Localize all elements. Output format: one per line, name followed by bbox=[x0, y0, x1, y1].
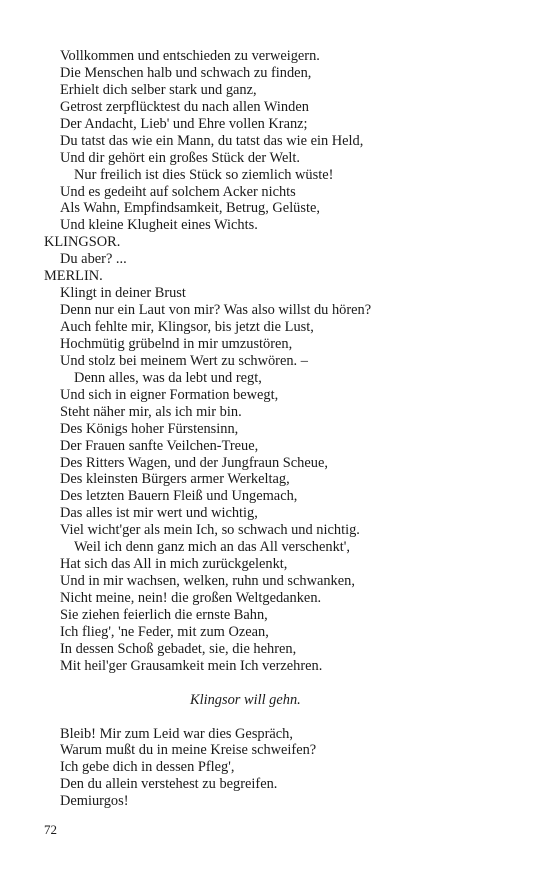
verse-line: Viel wicht'ger als mein Ich, so schwach und nichtig. bbox=[60, 522, 360, 539]
verse-line: Steht näher mir, als ich mir bin. bbox=[60, 403, 242, 420]
verse-line: Der Andacht, Lieb' und Ehre vollen Kranz; bbox=[60, 115, 308, 132]
verse-line: Die Menschen halb und schwach zu finden, bbox=[60, 64, 312, 81]
speaker-name: KLINGSOR. bbox=[44, 234, 121, 251]
verse-line: Der Frauen sanfte Veilchen-Treue, bbox=[60, 437, 259, 454]
verse-line: Bleib! Mir zum Leid war dies Gespräch, bbox=[60, 725, 293, 742]
verse-line: Ich flieg', 'ne Feder, mit zum Ozean, bbox=[60, 623, 269, 640]
verse-line: Nur freilich ist dies Stück so ziemlich wüste! bbox=[74, 166, 334, 183]
verse-line: Denn alles, was da lebt und regt, bbox=[74, 369, 262, 386]
verse-line: Und kleine Klugheit eines Wichts. bbox=[60, 217, 258, 234]
verse-line: Sie ziehen feierlich die ernste Bahn, bbox=[60, 606, 268, 623]
verse-line: Nicht meine, nein! die großen Weltgedanken. bbox=[60, 590, 322, 606]
verse-text-block bbox=[0, 48, 550, 810]
verse-line: Und sich in eigner Formation bewegt, bbox=[60, 386, 279, 403]
blank-line bbox=[0, 675, 550, 692]
verse-line: Und dir gehört ein großes Stück der Welt. bbox=[60, 149, 300, 166]
verse-line: In dessen Schoß gebadet, sie, die hehren, bbox=[60, 640, 297, 657]
blank-line bbox=[0, 709, 550, 726]
verse-line: Des Königs hoher Fürstensinn, bbox=[60, 420, 239, 437]
speaker-name: MERLIN. bbox=[44, 268, 103, 285]
verse-line: Warum mußt du in meine Kreise schweifen? bbox=[60, 742, 317, 759]
verse-line: Hat sich das All in mich zurückgelenkt, bbox=[60, 556, 288, 573]
stage-direction: Klingsor will gehn. bbox=[190, 691, 301, 708]
verse-line: Als Wahn, Empfindsamkeit, Betrug, Gelüste, bbox=[60, 200, 320, 217]
verse-line: Und es gedeiht auf solchem Acker nichts bbox=[60, 183, 296, 200]
verse-line: Des kleinsten Bürgers armer Werkeltag, bbox=[60, 471, 290, 488]
page-number: 72 bbox=[44, 822, 57, 837]
verse-line: Und in mir wachsen, welken, ruhn und schwanken, bbox=[60, 573, 355, 590]
verse-line: Auch fehlte mir, Klingsor, bis jetzt die Lust, bbox=[60, 319, 314, 335]
verse-line: Des letzten Bauern Fleiß und Ungemach, bbox=[60, 488, 298, 505]
verse-line: Du aber? ... bbox=[60, 251, 127, 268]
verse-line: Den du allein verstehest zu begreifen. bbox=[60, 776, 278, 793]
verse-line: Du tatst das wie ein Mann, du tatst das wie ein Held, bbox=[60, 132, 364, 149]
verse-line: Vollkommen und entschieden zu verweigern. bbox=[60, 48, 320, 64]
verse-line: Klingt in deiner Brust bbox=[60, 285, 186, 302]
verse-line: Weil ich denn ganz mich an das All verschenkt', bbox=[74, 539, 350, 556]
verse-line: Und stolz bei meinem Wert zu schwören. – bbox=[60, 352, 308, 369]
verse-line: Ich gebe dich in dessen Pfleg', bbox=[60, 759, 235, 776]
verse-line: Demiurgos! bbox=[60, 793, 129, 810]
verse-line: Des Ritters Wagen, und der Jungfraun Scheue, bbox=[60, 454, 328, 471]
verse-line: Denn nur ein Laut von mir? Was also willst du hören? bbox=[60, 302, 372, 319]
verse-line: Mit heil'ger Grausamkeit mein Ich verzehren. bbox=[60, 657, 323, 674]
verse-line: Erhielt dich selber stark und ganz, bbox=[60, 81, 257, 98]
verse-line: Hochmütig grübelnd in mir umzustören, bbox=[60, 335, 293, 352]
verse-line: Getrost zerpflücktest du nach allen Winden bbox=[60, 98, 309, 115]
verse-line: Das alles ist mir wert und wichtig, bbox=[60, 505, 258, 522]
